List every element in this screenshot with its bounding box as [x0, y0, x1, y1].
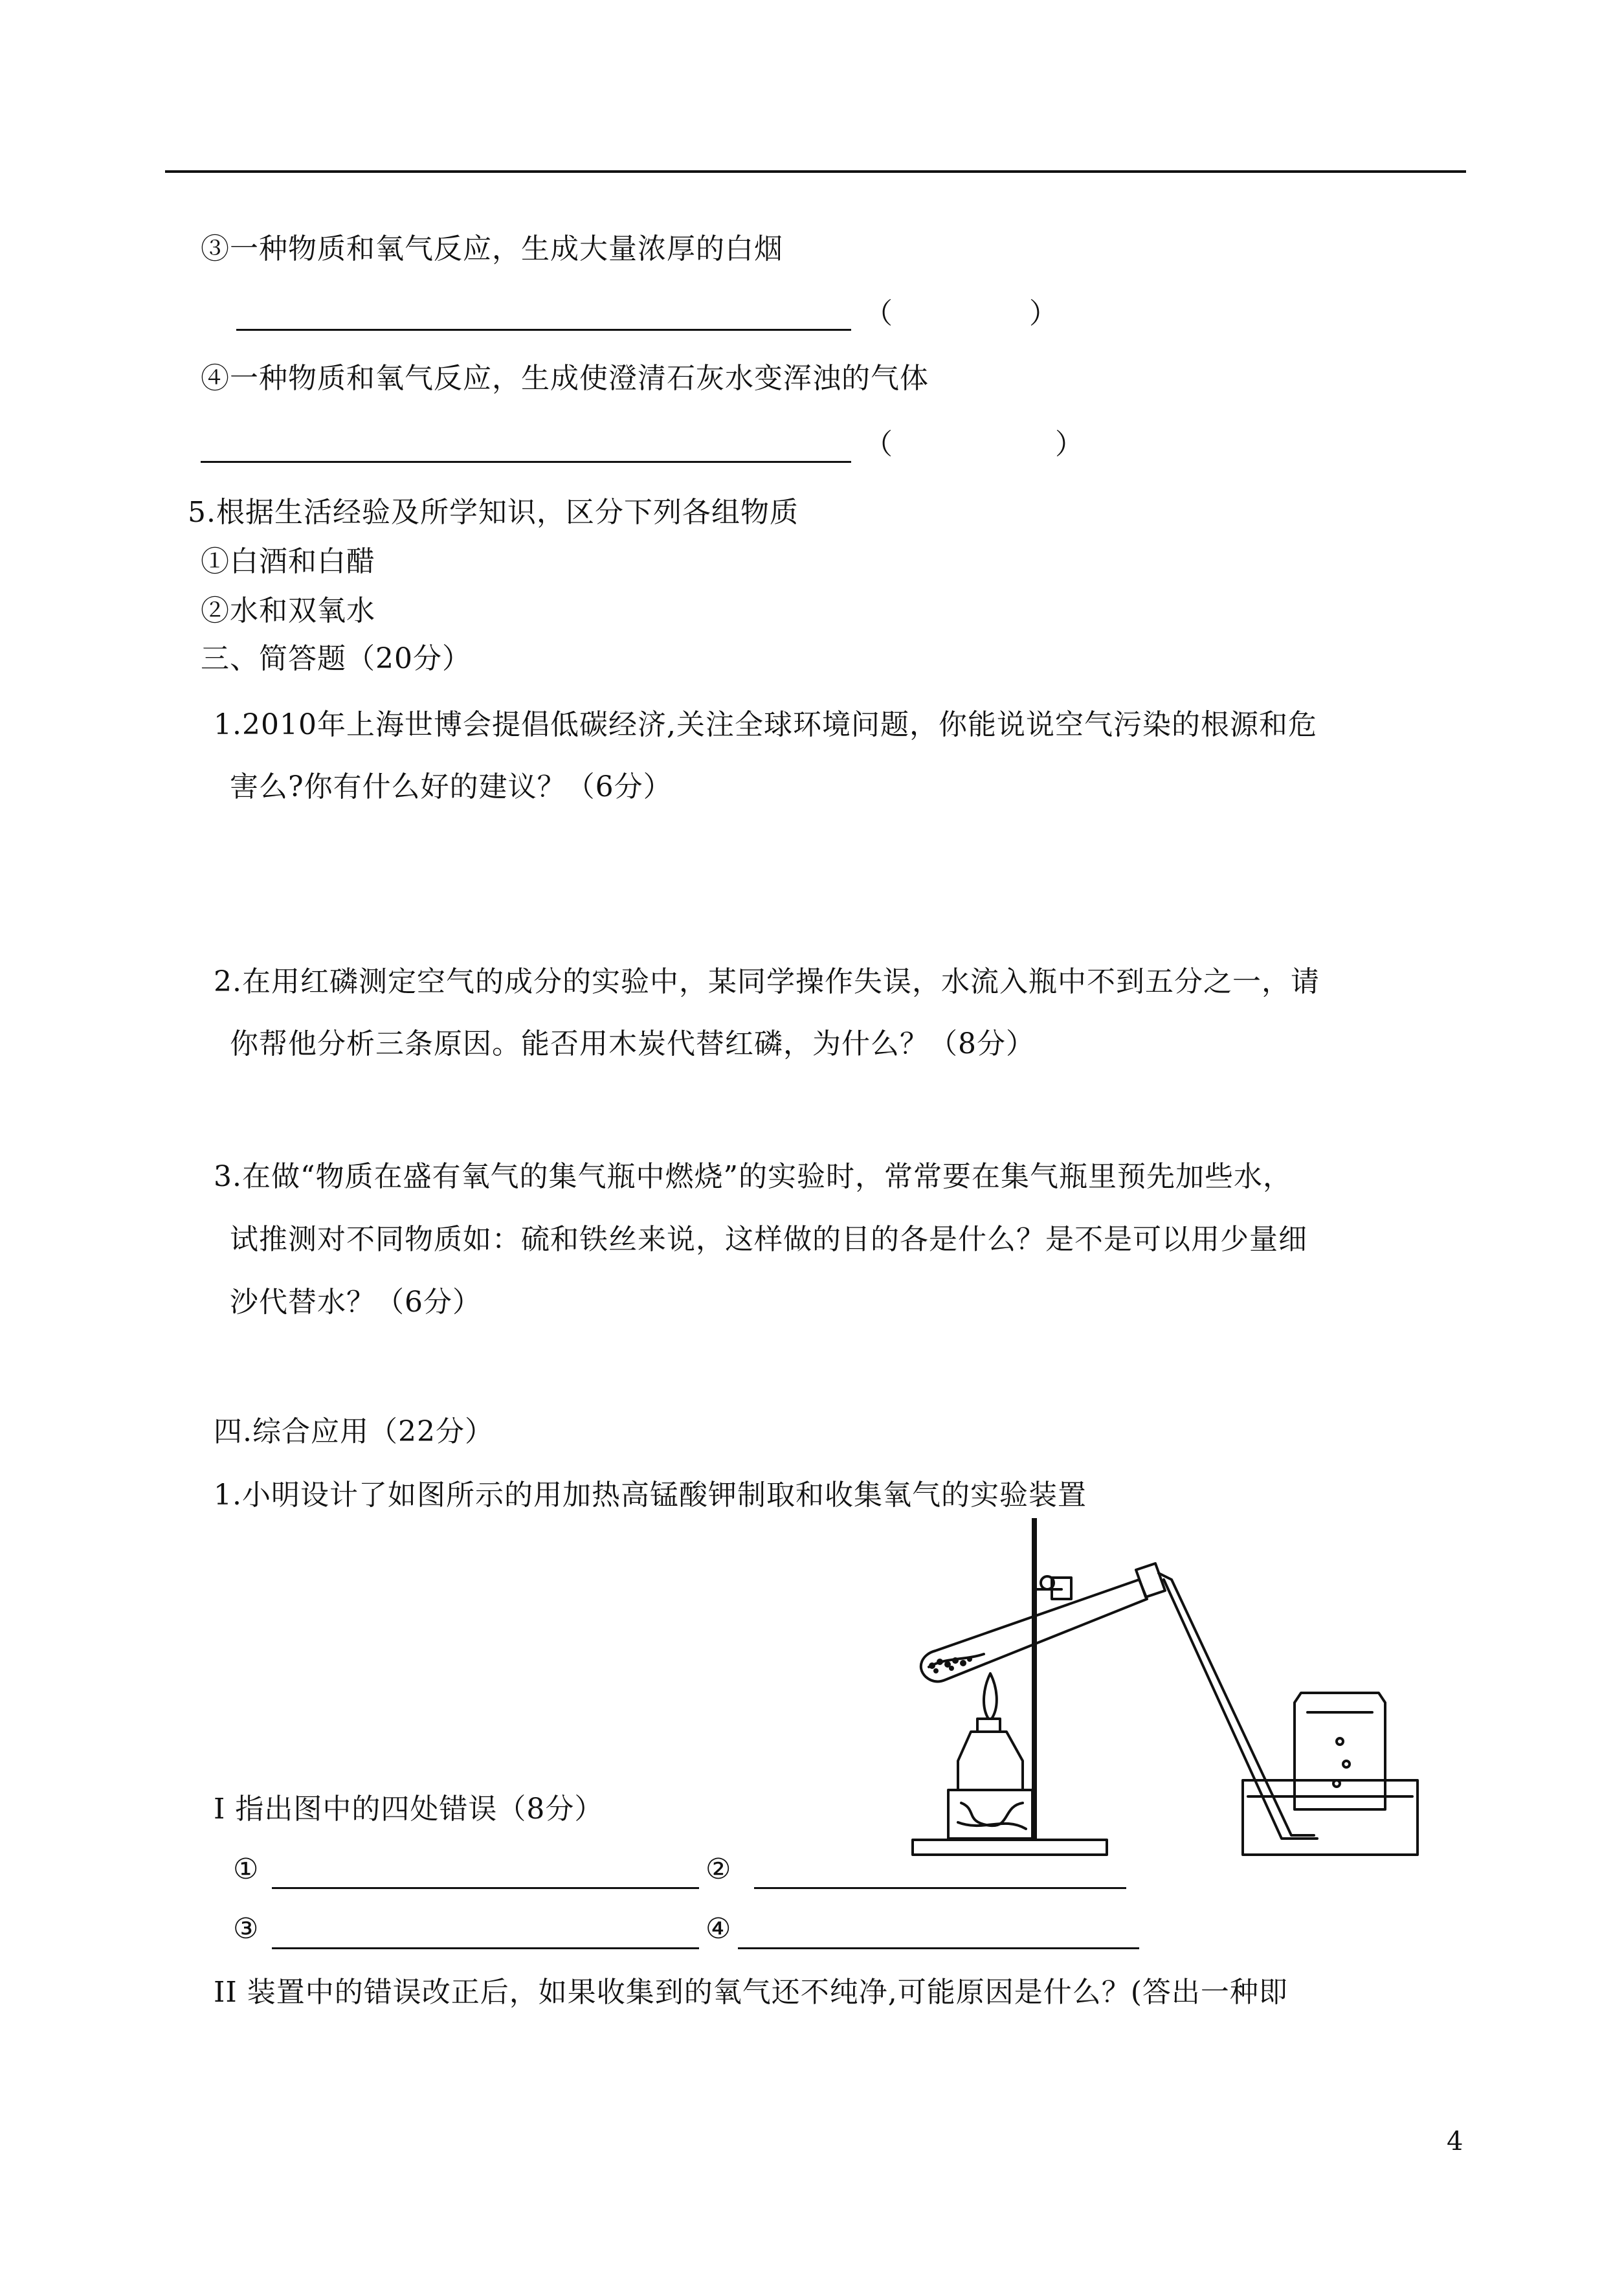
item3-paren-close: ） — [1029, 297, 1058, 330]
item3-answer-blank[interactable] — [236, 329, 851, 331]
answer-label-1: ① — [233, 1853, 260, 1886]
s3-q3-line-1: 3.在做“物质在盛有氧气的集气瓶中燃烧”的实验时，常常要在集气瓶里预先加些水， — [214, 1160, 1292, 1193]
error-answer-blank-1[interactable] — [272, 1887, 699, 1889]
answer-label-3: ③ — [233, 1912, 260, 1945]
s3-q3-line-2: 试推测对不同物质如：硫和铁丝来说，这样做的目的各是什么？是不是可以用少量细 — [230, 1223, 1307, 1256]
answer-label-4: ④ — [706, 1912, 732, 1945]
s4-part1-text: I 指出图中的四处错误（8分） — [214, 1793, 604, 1826]
error-answer-blank-3[interactable] — [272, 1947, 699, 1949]
s3-q1-line-2: 害么?你有什么好的建议？（6分） — [230, 770, 673, 803]
item4-paren-open: （ — [864, 428, 893, 461]
item4-paren-close: ） — [1055, 428, 1084, 461]
stand-base — [913, 1840, 1107, 1855]
s4-part2-text: II 装置中的错误改正后，如果收集到的氧气还不纯净,可能原因是什么？(答出一种即 — [214, 1976, 1288, 2009]
collecting-bottle — [1295, 1693, 1385, 1809]
water-trough — [1243, 1780, 1418, 1855]
answer-label-2: ② — [706, 1853, 732, 1886]
s3-q3-line-3: 沙代替水？（6分） — [230, 1286, 482, 1319]
wood-block — [948, 1790, 1032, 1839]
s3-q2-line-2: 你帮他分析三条原因。能否用木炭代替红磷，为什么？（8分） — [230, 1027, 1035, 1060]
section3-title: 三、简答题（20分） — [201, 642, 471, 675]
section4-title: 四.综合应用（22分） — [214, 1415, 494, 1448]
header-rule — [165, 170, 1466, 173]
error-answer-blank-4[interactable] — [738, 1947, 1139, 1949]
item3-paren-open: （ — [864, 297, 893, 330]
alcohol-lamp — [958, 1732, 1023, 1790]
item3-text: ③一种物质和氧气反应，生成大量浓厚的白烟 — [201, 232, 783, 265]
q5-title: 5.根据生活经验及所学知识，区分下列各组物质 — [188, 496, 799, 529]
error-answer-blank-2[interactable] — [754, 1887, 1126, 1889]
page-number: 4 — [1447, 2127, 1463, 2156]
s3-q2-line-1: 2.在用红磷测定空气的成分的实验中，某同学操作失误，水流入瓶中不到五分之一，请 — [214, 965, 1320, 998]
q5-item-2: ②水和双氧水 — [201, 594, 375, 627]
q5-item-1: ①白酒和白醋 — [201, 545, 375, 578]
oxygen-apparatus-figure — [893, 1518, 1424, 1871]
s3-q1-line-1: 1.2010年上海世博会提倡低碳经济,关注全球环境问题，你能说说空气污染的根源和危 — [214, 708, 1317, 741]
s4-q1-text: 1.小明设计了如图所示的用加热高锰酸钾制取和收集氧气的实验装置 — [214, 1479, 1087, 1512]
item4-text: ④一种物质和氧气反应，生成使澄清石灰水变浑浊的气体 — [201, 362, 929, 395]
item4-answer-blank[interactable] — [201, 461, 851, 463]
